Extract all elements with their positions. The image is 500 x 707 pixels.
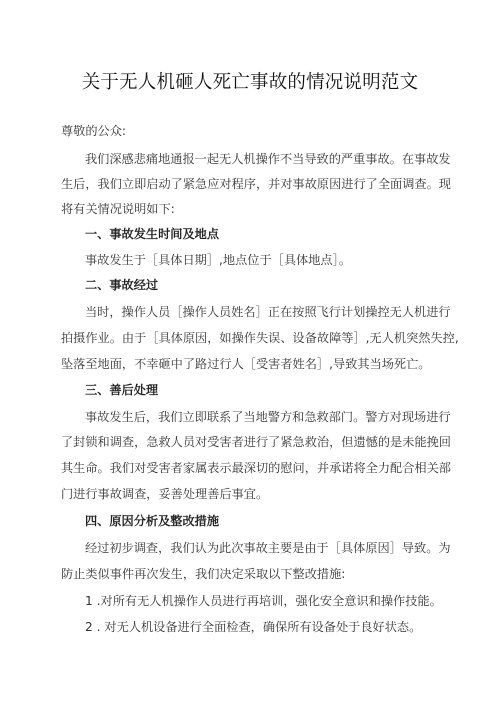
measure-item-1: 1 .对所有无人机操作人员进行再培训，强化安全意识和操作技能。 [85,594,442,608]
section-text-line: 坠落至地面，不幸砸中了路过行人［受害者姓名］,导致其当场死亡。 [61,357,431,371]
section-text-line: 防止类似事件再次发生，我们决定采取以下整改措施: [61,567,346,581]
section-heading-causes-measures: 四、原因分析及整改措施 [85,514,220,528]
section-text-line: 经过初步调查，我们认为此次事故主要是由于［具体原因］导致。为 [85,541,451,555]
salutation: 尊敬的公众: [61,124,127,138]
section-heading-process: 二、事故经过 [85,278,159,292]
section-text-line: 了封锁和调查，急救人员对受害者进行了紧急救治，但遗憾的是未能挽回 [61,435,451,449]
intro-line-1: 我们深感悲痛地通报一起无人机操作不当导致的严重事故。在事故发 [85,152,451,166]
section-text-line: 拍摄作业。由于［具体原因，如操作失误、设备故障等］,无人机突然失控, [61,331,459,345]
section-heading-time-location: 一、事故发生时间及地点 [85,227,220,241]
document-title: 关于无人机砸人死亡事故的情况说明范文 [81,72,419,93]
section-text-line: 事故发生后，我们立即联系了当地警方和急救部门。警方对现场进行 [85,410,451,424]
section-heading-aftermath: 三、善后处理 [85,383,159,397]
measure-item-2: 2 . 对无人机设备进行全面检查，确保所有设备处于良好状态。 [85,620,422,634]
section-text-line: 事故发生于［具体日期］,地点位于［具体地点］。 [85,253,351,267]
section-text-line: 其生命。我们对受害者家属表示最深切的慰问，并承诺将全力配合相关部 [61,461,451,475]
intro-line-3: 将有关情况说明如下: [61,202,175,216]
section-text-line: 门进行事故调查，妥善处理善后事宜。 [61,487,269,501]
intro-line-2: 生后，我们立即启动了紧急应对程序，并对事故原因进行了全面调查。现 [61,177,451,191]
section-text-line: 当时，操作人员［操作人员姓名］正在按照飞行计划操控无人机进行 [85,305,451,319]
